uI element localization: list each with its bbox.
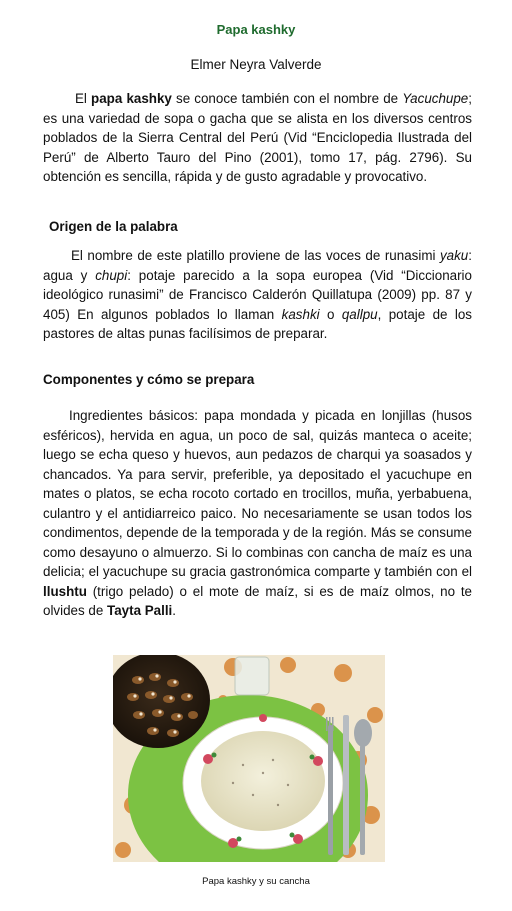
intro-text-2: se conoce también con el nombre de bbox=[171, 91, 403, 106]
origin-italic-qallpu: qallpu bbox=[341, 306, 378, 322]
dish-photo bbox=[113, 655, 385, 862]
intro-text-1: El bbox=[75, 91, 92, 106]
preparation-text-3: . bbox=[172, 603, 177, 618]
spoon bbox=[354, 719, 372, 747]
intro-bold-dish-name: papa kashky bbox=[91, 91, 172, 106]
origin-italic-yaku: yaku bbox=[439, 248, 469, 263]
knife bbox=[343, 715, 349, 855]
intro-text-3: ; es una variedad de sopa o gacha que se alista en los diversos centros poblados de la Sierra Central del Perú (Vid “Enciclopedia Ilustrada del Perú” de Alberto Tauro del Pino (2001), tomo 17, pág. 2796). Su obtención es sencilla, rápida y de gusto agradable y provocativo. bbox=[43, 91, 472, 184]
preparation-bold-tayta-palli: Tayta Palli bbox=[107, 603, 173, 618]
figure-caption: Papa kashky y su cancha bbox=[202, 876, 310, 887]
document-author: Elmer Neyra Valverde bbox=[190, 57, 322, 72]
origin-paragraph bbox=[43, 246, 472, 344]
intro-italic-alt-name: Yacuchupe bbox=[402, 91, 469, 106]
origin-text-2: : agua y bbox=[43, 248, 472, 283]
document-title: Papa kashky bbox=[216, 22, 296, 37]
preparation-bold-llushtu: llushtu bbox=[43, 583, 87, 599]
origin-text-4: o bbox=[319, 306, 342, 322]
section-heading-origin: Origen de la palabra bbox=[49, 219, 178, 234]
origin-italic-chupi: chupi bbox=[95, 267, 128, 283]
glass bbox=[235, 657, 269, 695]
preparation-text-2: (trigo pelado) o el mote de maíz, si es de maíz olmos, no te olvides de bbox=[43, 583, 472, 618]
preparation-paragraph bbox=[43, 406, 472, 621]
intro-paragraph bbox=[43, 89, 472, 187]
origin-text-5: , potaje de los pastores de altas punas facilísimos de preparar. bbox=[43, 306, 472, 341]
origin-italic-kashki: kashki bbox=[281, 306, 320, 322]
preparation-text-1: Ingredientes básicos: papa mondada y picada en lonjillas (husos esféricos), hervida en agua, un poco de sal, quizás manteca o aceite; luego se echa queso y huevos, aun pedazos de charqui ya soasados y chancados. Ya para servir, preferible, ya depositado el yacuchupe en mates o platos, se echa rocoto cortado en trocillos, muña, yerbabuena, culantro y el antidiarreico paico. No necesariamente se usan todos los condimentos, depende de la temporada y de la región. Más se consume como desayuno o almuerzo. Si lo combinas con cancha de maíz es una delicia; el yacuchupe su gracia gastronómica comparte y también con el bbox=[43, 408, 472, 579]
origin-text-1: El nombre de este platillo proviene de las voces de runasimi bbox=[71, 248, 440, 263]
fork bbox=[328, 725, 333, 855]
origin-text-3: : potaje parecido a la sopa europea (Vid “Diccionario ideológico runasimi” de Francisco Calderón Quillatupa (2009) pp. 87 y 405) En algunos poblados lo llaman bbox=[43, 267, 472, 322]
section-heading-preparation: Componentes y cómo se prepara bbox=[43, 372, 255, 387]
